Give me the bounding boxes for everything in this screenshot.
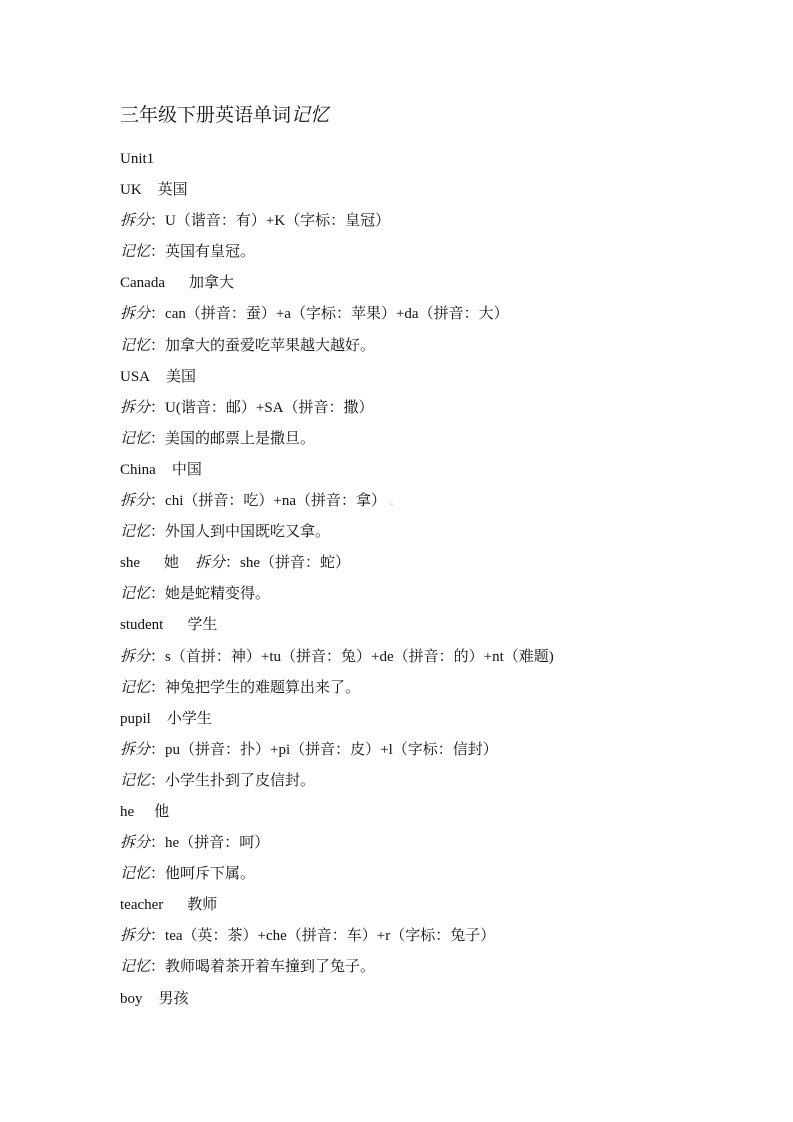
word: she bbox=[120, 555, 140, 572]
memory-label: 记忆 bbox=[120, 524, 151, 541]
unit-heading: Unit1 bbox=[120, 151, 155, 167]
colon: ： bbox=[150, 337, 166, 354]
meaning: 加拿大 bbox=[188, 275, 234, 292]
memory-text: 加拿大的蚕爱吃苹果越大越好。 bbox=[165, 337, 376, 354]
title-italic: 记忆 bbox=[291, 105, 330, 126]
memory-label: 记忆 bbox=[120, 679, 151, 696]
colon: ： bbox=[150, 959, 166, 976]
meaning: 男孩 bbox=[158, 990, 189, 1007]
split-text: U(谐音：邮）+SA（拼音：撒） bbox=[165, 399, 374, 416]
entry-header-canada bbox=[120, 268, 760, 299]
entry-memory-student bbox=[120, 673, 760, 704]
memory-text: 小学生扑到了皮信封。 bbox=[165, 772, 316, 789]
split-text: pu（拼音：扑）+pi（拼音：皮）+l（字标：信封） bbox=[165, 741, 498, 758]
entry-header-pupil bbox=[120, 704, 760, 735]
colon: ： bbox=[150, 213, 166, 230]
split-text: can（拼音：蚕）+a（字标：苹果）+da（拼音：大） bbox=[165, 306, 509, 323]
memory-text: 他呵斥下属。 bbox=[165, 866, 256, 883]
split-label: 拆分 bbox=[120, 213, 151, 230]
entry-split-usa bbox=[120, 393, 760, 424]
entry-split-canada bbox=[120, 299, 760, 330]
colon: ： bbox=[150, 306, 166, 323]
colon: ： bbox=[150, 430, 166, 447]
memory-label: 记忆 bbox=[120, 430, 151, 447]
split-text: U（谐音：有）+K（字标：皇冠） bbox=[165, 213, 391, 230]
meaning: 英国 bbox=[157, 182, 188, 199]
split-label: 拆分 bbox=[120, 741, 151, 758]
colon: ： bbox=[150, 835, 166, 852]
meaning: 小学生 bbox=[166, 710, 212, 727]
word: boy bbox=[120, 990, 143, 1007]
entry-header-usa bbox=[120, 362, 760, 393]
split-text: s（首拼：神）+tu（拼音：兔）+de（拼音：的）+nt（难题) bbox=[165, 648, 554, 665]
memory-text: 教师喝着茶开着车撞到了兔子。 bbox=[165, 959, 376, 976]
split-text: she（拼音：蛇） bbox=[240, 555, 351, 572]
meaning: 中国 bbox=[171, 461, 202, 478]
entry-memory-he bbox=[120, 859, 760, 890]
split-text: tea（英：茶）+che（拼音：车）+r（字标：兔子） bbox=[165, 928, 496, 945]
entry-header-china bbox=[120, 455, 760, 486]
page-title bbox=[120, 103, 329, 129]
memory-label: 记忆 bbox=[120, 337, 151, 354]
entry-split-teacher bbox=[120, 921, 760, 952]
colon: ： bbox=[150, 244, 166, 261]
entry-memory-canada bbox=[120, 331, 760, 362]
word: Canada bbox=[120, 275, 165, 292]
word: he bbox=[120, 803, 135, 820]
memory-text: 外国人到中国既吃又拿。 bbox=[165, 524, 331, 541]
split-label: 拆分 bbox=[195, 555, 226, 572]
memory-text: 英国有皇冠。 bbox=[165, 244, 256, 261]
entry-memory-usa bbox=[120, 424, 760, 455]
entry-header-boy bbox=[120, 984, 760, 1015]
split-text: he（拼音：呵） bbox=[165, 835, 270, 852]
entry-memory-china bbox=[120, 517, 760, 548]
trailing-mark: . bbox=[389, 493, 394, 510]
colon: ： bbox=[150, 648, 166, 665]
colon: ： bbox=[150, 524, 166, 541]
split-label: 拆分 bbox=[120, 648, 151, 665]
entry-memory-pupil bbox=[120, 766, 760, 797]
colon: ： bbox=[150, 741, 166, 758]
entry-split-pupil bbox=[120, 735, 760, 766]
split-label: 拆分 bbox=[120, 306, 151, 323]
word: pupil bbox=[120, 710, 151, 727]
split-label: 拆分 bbox=[120, 928, 151, 945]
memory-text: 她是蛇精变得。 bbox=[165, 586, 271, 603]
colon: ： bbox=[150, 586, 166, 603]
split-label: 拆分 bbox=[120, 493, 151, 510]
memory-text: 神兔把学生的难题算出来了。 bbox=[165, 679, 361, 696]
colon: ： bbox=[150, 399, 166, 416]
memory-text: 美国的邮票上是撒旦。 bbox=[165, 430, 316, 447]
word: UK bbox=[120, 182, 142, 199]
entry-split-he bbox=[120, 828, 760, 859]
colon: ： bbox=[150, 866, 166, 883]
entry-header-student bbox=[120, 610, 760, 641]
word: student bbox=[120, 617, 164, 634]
memory-label: 记忆 bbox=[120, 586, 151, 603]
entry-split-student bbox=[120, 642, 760, 673]
memory-label: 记忆 bbox=[120, 959, 151, 976]
entry-memory-she bbox=[120, 579, 760, 610]
meaning: 美国 bbox=[166, 368, 197, 385]
split-label: 拆分 bbox=[120, 835, 151, 852]
entry-memory-uk bbox=[120, 237, 760, 268]
meaning: 他 bbox=[154, 803, 170, 820]
entry-memory-teacher bbox=[120, 952, 760, 983]
memory-label: 记忆 bbox=[120, 244, 151, 261]
word: teacher bbox=[120, 897, 164, 914]
colon: ： bbox=[150, 493, 166, 510]
word: China bbox=[120, 461, 156, 478]
colon: ： bbox=[150, 772, 166, 789]
colon: ： bbox=[225, 555, 241, 572]
colon: ： bbox=[150, 928, 166, 945]
split-label: 拆分 bbox=[120, 399, 151, 416]
meaning: 教师 bbox=[187, 897, 218, 914]
word: USA bbox=[120, 368, 151, 385]
entry-header-uk bbox=[120, 175, 760, 206]
memory-label: 记忆 bbox=[120, 772, 151, 789]
entry-split-china bbox=[120, 486, 760, 517]
vocabulary-list bbox=[120, 144, 760, 1015]
entry-split-uk bbox=[120, 206, 760, 237]
split-text: chi（拼音：吃）+na（拼音：拿） bbox=[165, 493, 386, 510]
entry-header-teacher bbox=[120, 890, 760, 921]
title-main: 三年级下册英语单词 bbox=[120, 105, 292, 126]
meaning: 学生 bbox=[187, 617, 218, 634]
memory-label: 记忆 bbox=[120, 866, 151, 883]
entry-header-he bbox=[120, 797, 760, 828]
colon: ： bbox=[150, 679, 166, 696]
entry-header-she bbox=[120, 548, 760, 579]
meaning: 她 bbox=[164, 555, 180, 572]
